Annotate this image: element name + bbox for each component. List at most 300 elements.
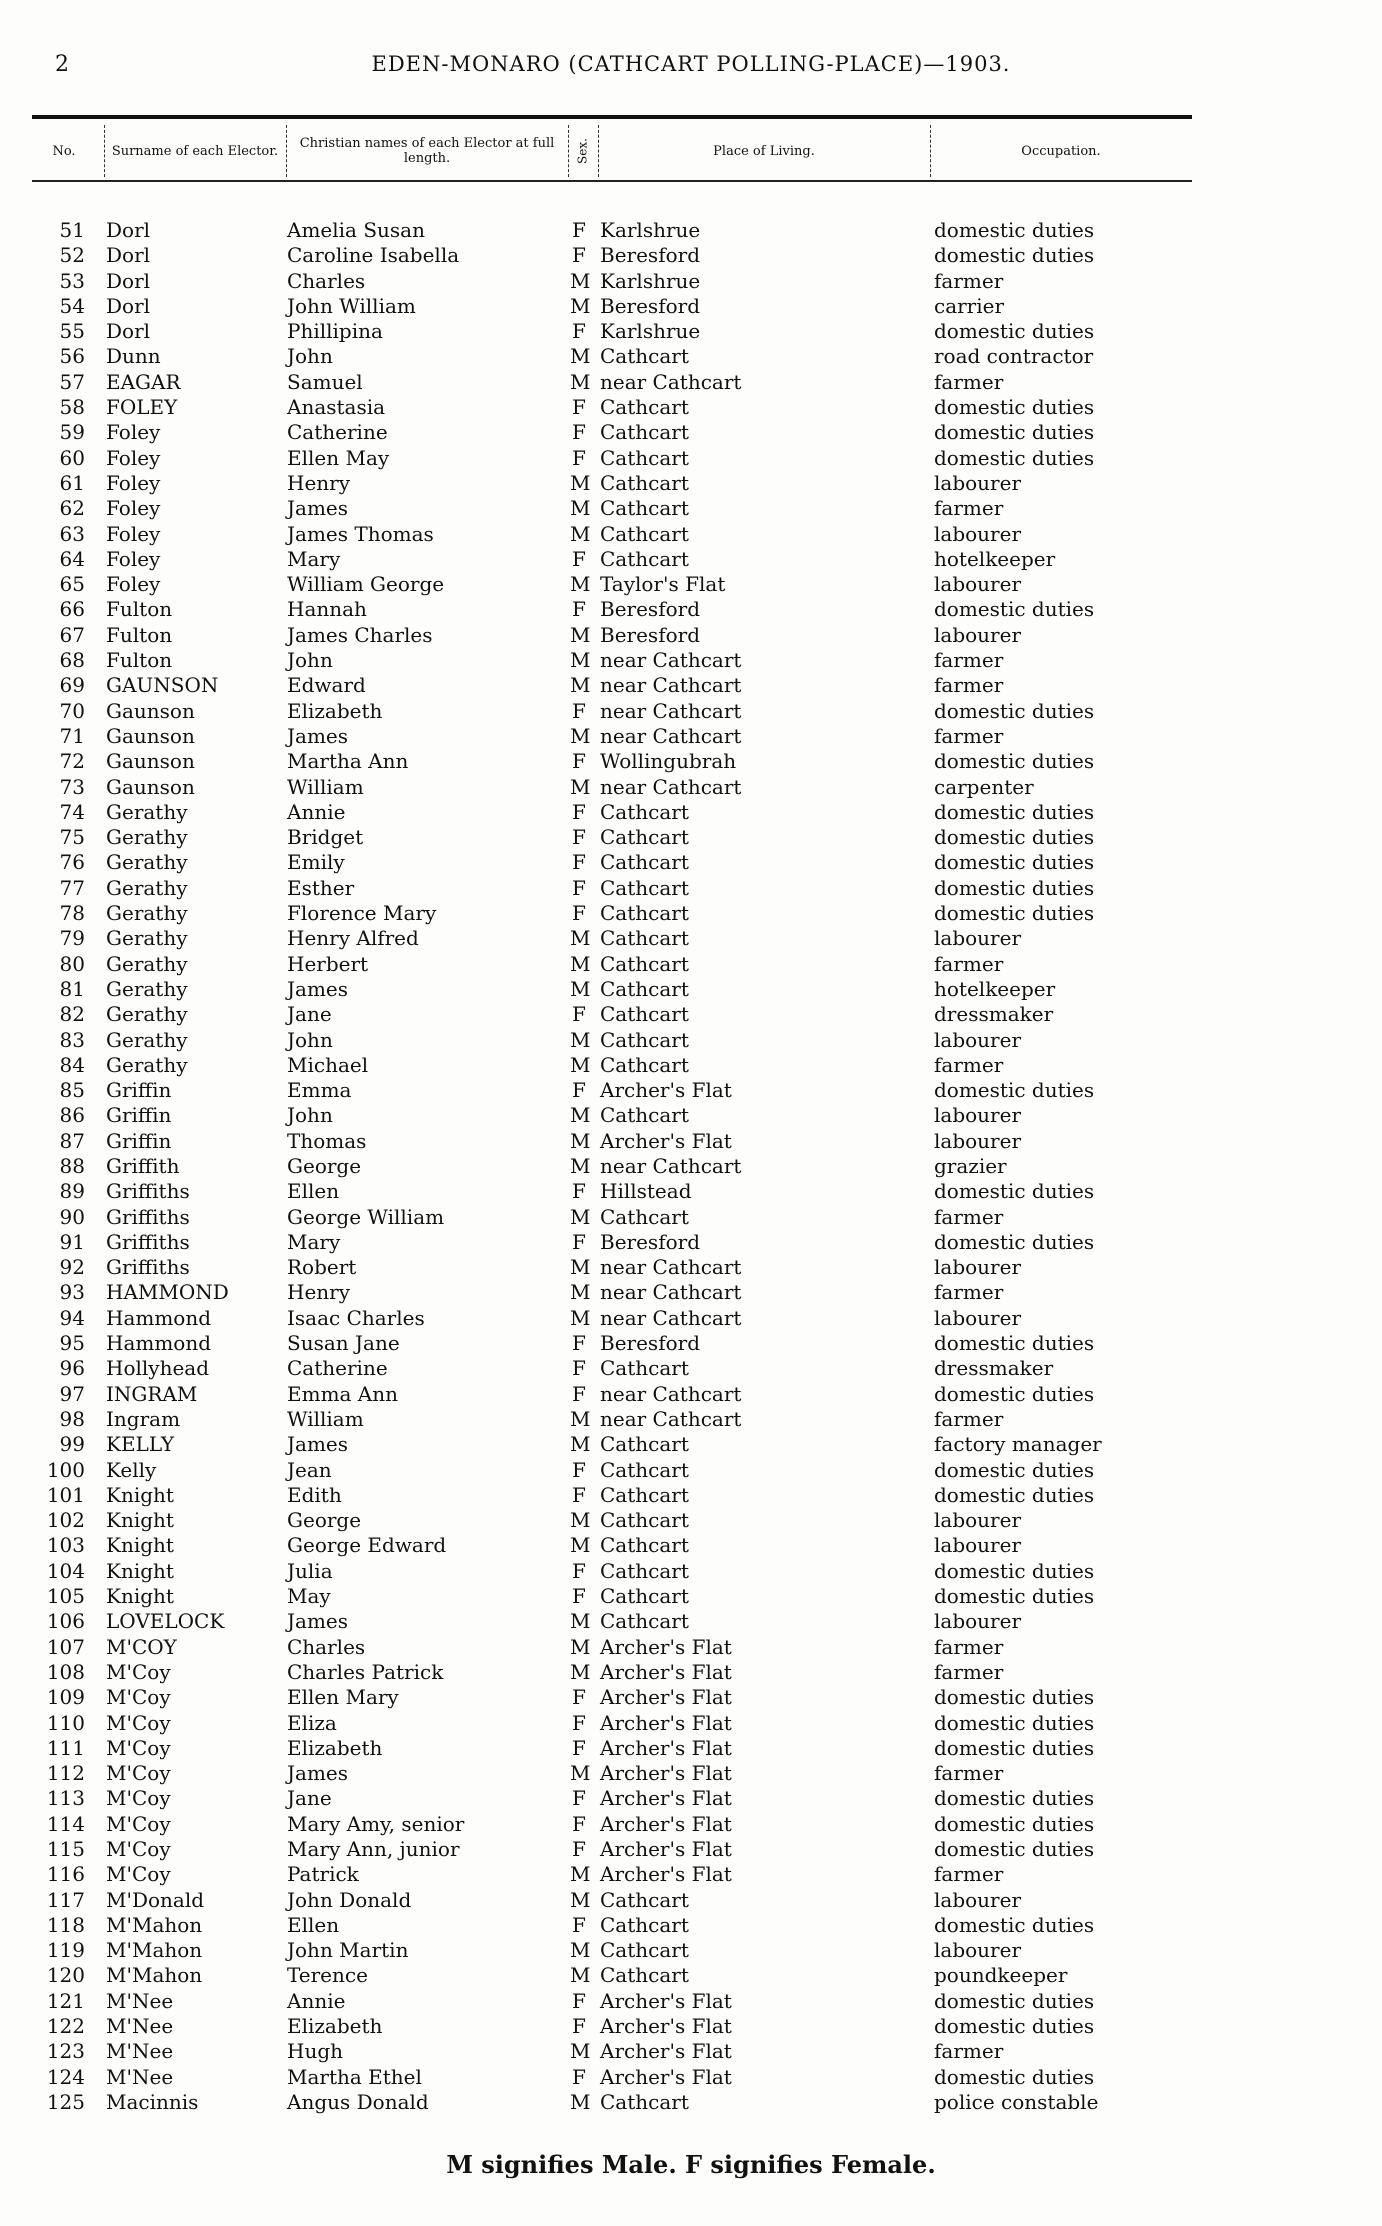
header-divider <box>930 125 931 177</box>
elector-place-of-living: Hillstead <box>600 1179 692 1204</box>
elector-sex: F <box>572 218 586 242</box>
elector-surname: Foley <box>106 445 161 470</box>
elector-occupation: domestic duties <box>934 597 1095 622</box>
elector-sex: F <box>572 1229 586 1254</box>
elector-number: 102 <box>46 1508 85 1533</box>
header-place-of-living: Place of Living. <box>713 143 815 159</box>
elector-sex: F <box>572 825 586 850</box>
elector-number: 116 <box>46 1862 85 1887</box>
header-sex: Sex. <box>575 138 590 164</box>
elector-sex: F <box>572 1482 586 1507</box>
elector-occupation: labourer <box>934 1938 1022 1963</box>
elector-sex: F <box>572 850 586 875</box>
elector-christian-names: Robert <box>287 1255 357 1280</box>
elector-sex: M <box>570 951 591 976</box>
elector-occupation: domestic duties <box>934 1331 1095 1356</box>
elector-place-of-living: Archer's Flat <box>600 1811 732 1836</box>
elector-place-of-living: near Cathcart <box>600 723 742 748</box>
elector-place-of-living: Cathcart <box>600 445 689 470</box>
elector-occupation: farmer <box>934 673 1004 698</box>
table-row <box>0 876 1382 901</box>
elector-sex: M <box>570 369 591 394</box>
elector-surname: Gerathy <box>106 1052 188 1077</box>
elector-number: 107 <box>46 1634 85 1659</box>
elector-christian-names: George <box>287 1153 362 1178</box>
elector-number: 122 <box>46 2014 85 2039</box>
elector-sex: F <box>572 2064 586 2089</box>
table-row <box>0 1331 1382 1356</box>
elector-place-of-living: Beresford <box>600 597 700 622</box>
elector-occupation: dressmaker <box>934 1356 1054 1381</box>
elector-number: 86 <box>59 1103 85 1128</box>
elector-number: 79 <box>59 926 85 951</box>
table-row <box>0 1179 1382 1204</box>
elector-christian-names: James Thomas <box>287 521 434 546</box>
elector-number: 118 <box>46 1912 85 1937</box>
table-row <box>0 1382 1382 1407</box>
elector-sex: M <box>570 1204 591 1229</box>
elector-surname: M'Donald <box>106 1887 205 1912</box>
header-top-rule <box>32 115 1192 119</box>
elector-place-of-living: Cathcart <box>600 1432 689 1457</box>
elector-sex: F <box>572 1685 586 1710</box>
elector-christian-names: James <box>287 976 349 1001</box>
table-row <box>0 1230 1382 1255</box>
elector-surname: LOVELOCK <box>106 1609 225 1634</box>
elector-number: 121 <box>46 1988 85 2013</box>
elector-number: 59 <box>59 420 85 445</box>
elector-sex: M <box>570 1280 591 1305</box>
elector-place-of-living: Archer's Flat <box>600 1735 732 1760</box>
elector-sex: M <box>570 2039 591 2064</box>
table-row <box>0 1736 1382 1761</box>
elector-surname: Dorl <box>106 293 151 318</box>
elector-place-of-living: Archer's Flat <box>600 1862 732 1887</box>
elector-occupation: labourer <box>934 470 1022 495</box>
elector-surname: Hollyhead <box>106 1356 210 1381</box>
table-row <box>0 901 1382 926</box>
elector-surname: M'Nee <box>106 2064 174 2089</box>
elector-number: 98 <box>59 1406 85 1431</box>
elector-sex: M <box>570 1052 591 1077</box>
elector-sex: M <box>570 976 591 1001</box>
elector-christian-names: Charles <box>287 1634 366 1659</box>
elector-surname: M'Coy <box>106 1710 171 1735</box>
elector-place-of-living: Cathcart <box>600 1558 689 1583</box>
elector-place-of-living: Cathcart <box>600 2089 689 2114</box>
elector-christian-names: Jane <box>287 1002 332 1027</box>
elector-sex: M <box>570 1153 591 1178</box>
elector-sex: M <box>570 521 591 546</box>
elector-number: 95 <box>59 1331 85 1356</box>
elector-place-of-living: Cathcart <box>600 1052 689 1077</box>
elector-place-of-living: Archer's Flat <box>600 1634 732 1659</box>
elector-place-of-living: Cathcart <box>600 825 689 850</box>
table-row <box>0 1129 1382 1154</box>
elector-number: 112 <box>46 1761 85 1786</box>
elector-number: 93 <box>59 1280 85 1305</box>
elector-place-of-living: Archer's Flat <box>600 1659 732 1684</box>
elector-sex: M <box>570 344 591 369</box>
elector-christian-names: Susan Jane <box>287 1331 400 1356</box>
elector-occupation: road contractor <box>934 344 1094 369</box>
elector-number: 73 <box>59 774 85 799</box>
elector-surname: HAMMOND <box>106 1280 229 1305</box>
elector-surname: Dorl <box>106 319 151 344</box>
elector-place-of-living: Cathcart <box>600 926 689 951</box>
elector-surname: Griffiths <box>106 1179 190 1204</box>
elector-number: 119 <box>46 1938 85 1963</box>
elector-place-of-living: near Cathcart <box>600 648 742 673</box>
elector-place-of-living: Cathcart <box>600 901 689 926</box>
table-row <box>0 243 1382 268</box>
elector-sex: F <box>572 546 586 571</box>
elector-christian-names: William <box>287 1406 364 1431</box>
elector-number: 81 <box>59 976 85 1001</box>
elector-number: 87 <box>59 1128 85 1153</box>
elector-number: 74 <box>59 799 85 824</box>
elector-christian-names: Elizabeth <box>287 2014 383 2039</box>
table-row <box>0 1660 1382 1685</box>
elector-place-of-living: Cathcart <box>600 1027 689 1052</box>
elector-sex: M <box>570 1432 591 1457</box>
header-bottom-rule <box>32 180 1192 182</box>
elector-surname: M'Nee <box>106 2014 174 2039</box>
elector-number: 57 <box>59 369 85 394</box>
elector-sex: M <box>570 1634 591 1659</box>
elector-occupation: domestic duties <box>934 1229 1095 1254</box>
elector-surname: Gerathy <box>106 1002 188 1027</box>
elector-place-of-living: near Cathcart <box>600 1406 742 1431</box>
elector-sex: M <box>570 572 591 597</box>
elector-sex: F <box>572 1078 586 1103</box>
elector-place-of-living: near Cathcart <box>600 1381 742 1406</box>
elector-place-of-living: near Cathcart <box>600 1153 742 1178</box>
elector-christian-names: John <box>287 344 333 369</box>
elector-surname: M'Coy <box>106 1811 171 1836</box>
elector-christian-names: Hannah <box>287 597 367 622</box>
table-row <box>0 724 1382 749</box>
table-row <box>0 344 1382 369</box>
elector-occupation: labourer <box>934 1027 1022 1052</box>
elector-christian-names: Martha Ann <box>287 749 409 774</box>
elector-occupation: carrier <box>934 293 1005 318</box>
elector-number: 105 <box>46 1584 85 1609</box>
elector-surname: Foley <box>106 521 161 546</box>
elector-occupation: farmer <box>934 723 1004 748</box>
elector-surname: Gerathy <box>106 951 188 976</box>
elector-place-of-living: Archer's Flat <box>600 1685 732 1710</box>
elector-number: 90 <box>59 1204 85 1229</box>
table-row <box>0 1205 1382 1230</box>
table-row <box>0 395 1382 420</box>
elector-occupation: domestic duties <box>934 1078 1095 1103</box>
elector-place-of-living: Archer's Flat <box>600 1786 732 1811</box>
elector-place-of-living: near Cathcart <box>600 1255 742 1280</box>
elector-place-of-living: Cathcart <box>600 1482 689 1507</box>
elector-occupation: domestic duties <box>934 1482 1095 1507</box>
elector-place-of-living: Cathcart <box>600 1533 689 1558</box>
elector-place-of-living: Archer's Flat <box>600 1988 732 2013</box>
elector-sex: M <box>570 268 591 293</box>
elector-number: 69 <box>59 673 85 698</box>
elector-place-of-living: near Cathcart <box>600 698 742 723</box>
elector-occupation: farmer <box>934 1761 1004 1786</box>
elector-place-of-living: near Cathcart <box>600 673 742 698</box>
elector-number: 56 <box>59 344 85 369</box>
elector-surname: Foley <box>106 470 161 495</box>
elector-place-of-living: Cathcart <box>600 420 689 445</box>
elector-number: 71 <box>59 723 85 748</box>
elector-christian-names: Edith <box>287 1482 342 1507</box>
elector-christian-names: Esther <box>287 875 355 900</box>
table-row <box>0 496 1382 521</box>
table-row <box>0 800 1382 825</box>
elector-sex: F <box>572 1786 586 1811</box>
elector-number: 75 <box>59 825 85 850</box>
elector-surname: Griffin <box>106 1078 172 1103</box>
elector-sex: M <box>570 1508 591 1533</box>
elector-place-of-living: Karlshrue <box>600 268 701 293</box>
elector-christian-names: William <box>287 774 364 799</box>
elector-number: 111 <box>46 1735 85 1760</box>
elector-number: 101 <box>46 1482 85 1507</box>
elector-number: 108 <box>46 1659 85 1684</box>
elector-occupation: domestic duties <box>934 901 1095 926</box>
elector-sex: F <box>572 799 586 824</box>
elector-surname: GAUNSON <box>106 673 219 698</box>
elector-occupation: farmer <box>934 1204 1004 1229</box>
elector-place-of-living: Beresford <box>600 1229 700 1254</box>
table-row <box>0 749 1382 774</box>
elector-sex: F <box>572 1356 586 1381</box>
elector-number: 106 <box>46 1609 85 1634</box>
elector-christian-names: Terence <box>287 1963 368 1988</box>
elector-sex: M <box>570 1128 591 1153</box>
elector-surname: Gaunson <box>106 774 195 799</box>
elector-surname: Foley <box>106 420 161 445</box>
table-row <box>0 2014 1382 2039</box>
elector-place-of-living: Cathcart <box>600 1963 689 1988</box>
elector-number: 83 <box>59 1027 85 1052</box>
elector-christian-names: Patrick <box>287 1862 359 1887</box>
elector-occupation: police constable <box>934 2089 1099 2114</box>
elector-number: 84 <box>59 1052 85 1077</box>
elector-occupation: domestic duties <box>934 1912 1095 1937</box>
table-row <box>0 1154 1382 1179</box>
elector-occupation: hotelkeeper <box>934 546 1056 571</box>
table-row <box>0 1483 1382 1508</box>
table-row <box>0 648 1382 673</box>
elector-number: 113 <box>46 1786 85 1811</box>
elector-place-of-living: Cathcart <box>600 1356 689 1381</box>
table-row <box>0 446 1382 471</box>
elector-surname: Macinnis <box>106 2089 199 2114</box>
elector-place-of-living: Cathcart <box>600 395 689 420</box>
elector-number: 125 <box>46 2089 85 2114</box>
header-no: No. <box>52 143 76 159</box>
elector-sex: F <box>572 1584 586 1609</box>
table-row <box>0 1559 1382 1584</box>
elector-surname: Gaunson <box>106 749 195 774</box>
elector-number: 124 <box>46 2064 85 2089</box>
elector-christian-names: Samuel <box>287 369 363 394</box>
elector-sex: F <box>572 1558 586 1583</box>
elector-sex: F <box>572 1457 586 1482</box>
elector-sex: F <box>572 901 586 926</box>
table-row <box>0 977 1382 1002</box>
elector-number: 64 <box>59 546 85 571</box>
elector-occupation: domestic duties <box>934 825 1095 850</box>
elector-occupation: labourer <box>934 1255 1022 1280</box>
elector-surname: M'Coy <box>106 1659 171 1684</box>
table-row <box>0 1786 1382 1811</box>
elector-surname: FOLEY <box>106 395 178 420</box>
elector-occupation: farmer <box>934 496 1004 521</box>
elector-surname: Gerathy <box>106 850 188 875</box>
elector-place-of-living: near Cathcart <box>600 1305 742 1330</box>
elector-place-of-living: Cathcart <box>600 1938 689 1963</box>
table-row <box>0 775 1382 800</box>
elector-number: 114 <box>46 1811 85 1836</box>
elector-place-of-living: Cathcart <box>600 1457 689 1482</box>
elector-place-of-living: Cathcart <box>600 470 689 495</box>
table-row <box>0 1053 1382 1078</box>
elector-place-of-living: Archer's Flat <box>600 2014 732 2039</box>
elector-occupation: domestic duties <box>934 1735 1095 1760</box>
elector-occupation: labourer <box>934 1887 1022 1912</box>
elector-occupation: domestic duties <box>934 1584 1095 1609</box>
elector-occupation: domestic duties <box>934 1710 1095 1735</box>
elector-occupation: labourer <box>934 926 1022 951</box>
elector-occupation: farmer <box>934 1406 1004 1431</box>
elector-christian-names: May <box>287 1584 331 1609</box>
table-row <box>0 1002 1382 1027</box>
table-row <box>0 1255 1382 1280</box>
table-row <box>0 1432 1382 1457</box>
elector-surname: Gerathy <box>106 901 188 926</box>
elector-surname: Fulton <box>106 597 173 622</box>
elector-christian-names: Emily <box>287 850 345 875</box>
elector-christian-names: John <box>287 648 333 673</box>
elector-number: 94 <box>59 1305 85 1330</box>
elector-number: 104 <box>46 1558 85 1583</box>
elector-surname: Dunn <box>106 344 161 369</box>
elector-surname: Dorl <box>106 268 151 293</box>
elector-sex: F <box>572 445 586 470</box>
elector-number: 51 <box>59 218 85 242</box>
sex-legend: M signifies Male. F signifies Female. <box>446 2150 936 2179</box>
elector-surname: M'Mahon <box>106 1963 203 1988</box>
page-number: 2 <box>55 52 69 77</box>
elector-number: 123 <box>46 2039 85 2064</box>
elector-sex: M <box>570 1406 591 1431</box>
table-row <box>0 522 1382 547</box>
table-row <box>0 1584 1382 1609</box>
elector-christian-names: Henry Alfred <box>287 926 419 951</box>
table-row <box>0 1609 1382 1634</box>
elector-surname: Kelly <box>106 1457 157 1482</box>
elector-number: 61 <box>59 470 85 495</box>
table-row <box>0 825 1382 850</box>
elector-place-of-living: Cathcart <box>600 344 689 369</box>
elector-occupation: labourer <box>934 1103 1022 1128</box>
elector-sex: M <box>570 1938 591 1963</box>
elector-occupation: labourer <box>934 1128 1022 1153</box>
table-row <box>0 1963 1382 1988</box>
table-row <box>0 673 1382 698</box>
table-row <box>0 370 1382 395</box>
elector-number: 58 <box>59 395 85 420</box>
elector-place-of-living: Cathcart <box>600 1584 689 1609</box>
elector-christian-names: Charles Patrick <box>287 1659 444 1684</box>
elector-surname: M'Coy <box>106 1761 171 1786</box>
elector-christian-names: Mary Amy, senior <box>287 1811 465 1836</box>
elector-christian-names: John <box>287 1103 333 1128</box>
elector-surname: M'Mahon <box>106 1912 203 1937</box>
elector-place-of-living: Cathcart <box>600 875 689 900</box>
elector-number: 115 <box>46 1837 85 1861</box>
table-row <box>0 1356 1382 1381</box>
elector-sex: M <box>570 622 591 647</box>
table-row <box>0 269 1382 294</box>
elector-sex: M <box>570 1963 591 1988</box>
table-row <box>0 471 1382 496</box>
table-row <box>0 1711 1382 1736</box>
elector-number: 120 <box>46 1963 85 1988</box>
elector-occupation: labourer <box>934 521 1022 546</box>
elector-christian-names: Julia <box>287 1558 333 1583</box>
elector-occupation: farmer <box>934 951 1004 976</box>
table-row <box>0 1989 1382 2014</box>
elector-surname: Dorl <box>106 243 151 268</box>
elector-sex: F <box>572 1381 586 1406</box>
elector-sex: F <box>572 1837 586 1861</box>
table-row <box>0 1078 1382 1103</box>
elector-christian-names: Isaac Charles <box>287 1305 425 1330</box>
elector-occupation: farmer <box>934 2039 1004 2064</box>
elector-surname: M'Coy <box>106 1862 171 1887</box>
elector-christian-names: Catherine <box>287 420 388 445</box>
elector-place-of-living: Cathcart <box>600 546 689 571</box>
elector-place-of-living: Cathcart <box>600 496 689 521</box>
elector-number: 76 <box>59 850 85 875</box>
elector-occupation: hotelkeeper <box>934 976 1056 1001</box>
elector-occupation: domestic duties <box>934 1685 1095 1710</box>
elector-number: 109 <box>46 1685 85 1710</box>
elector-occupation: labourer <box>934 1609 1022 1634</box>
elector-place-of-living: near Cathcart <box>600 774 742 799</box>
elector-occupation: domestic duties <box>934 1381 1095 1406</box>
elector-sex: F <box>572 875 586 900</box>
elector-sex: M <box>570 2089 591 2114</box>
elector-christian-names: Henry <box>287 1280 351 1305</box>
elector-place-of-living: Taylor's Flat <box>600 572 726 597</box>
elector-sex: F <box>572 2014 586 2039</box>
elector-surname: INGRAM <box>106 1381 198 1406</box>
elector-christian-names: George Edward <box>287 1533 447 1558</box>
header-christian-names: Christian names of each Elector at full length. <box>299 136 555 166</box>
elector-occupation: domestic duties <box>934 395 1095 420</box>
header-divider <box>104 125 105 177</box>
elector-sex: M <box>570 470 591 495</box>
elector-number: 78 <box>59 901 85 926</box>
table-row <box>0 294 1382 319</box>
table-row <box>0 1888 1382 1913</box>
elector-sex: F <box>572 1710 586 1735</box>
elector-christian-names: Charles <box>287 268 366 293</box>
elector-occupation: farmer <box>934 1659 1004 1684</box>
